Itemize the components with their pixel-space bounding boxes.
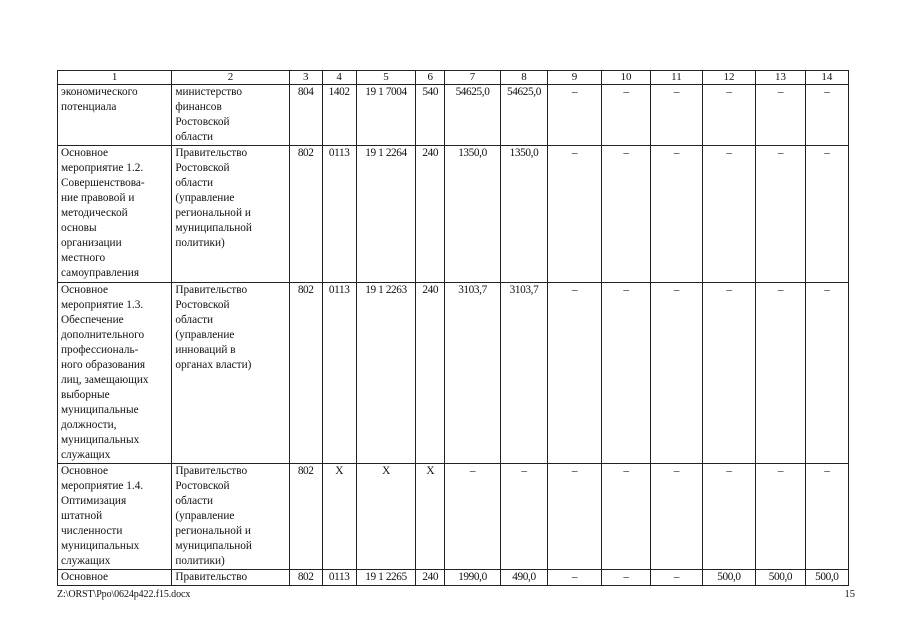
- column-number-14: 14: [805, 71, 848, 85]
- column-number-11: 11: [651, 71, 702, 85]
- value-cell-col-8: 3103,7: [500, 283, 547, 464]
- table-row: [58, 464, 849, 570]
- value-cell-col-12: –: [702, 85, 756, 146]
- value-cell-col-12: –: [702, 464, 756, 570]
- value-cell-col-6: 540: [416, 85, 445, 146]
- value-cell-col-11: –: [651, 146, 702, 283]
- value-cell-col-5: 19 1 2263: [356, 283, 416, 464]
- value-cell-col-11: –: [651, 283, 702, 464]
- column-number-10: 10: [601, 71, 650, 85]
- value-cell-col-12: –: [702, 146, 756, 283]
- value-cell-col-6: 240: [416, 146, 445, 283]
- footer-file-path: Z:\ORST\Ppo\0624p422.f15.docx: [57, 589, 191, 600]
- executor-cell: Правительство Ростовской области (управление инноваций в органах власти): [172, 283, 289, 464]
- value-cell-col-7: 3103,7: [445, 283, 501, 464]
- value-cell-col-11: –: [651, 570, 702, 586]
- value-cell-col-10: –: [601, 283, 650, 464]
- value-cell-col-10: –: [601, 570, 650, 586]
- value-cell-col-7: 1350,0: [445, 146, 501, 283]
- column-number-13: 13: [756, 71, 805, 85]
- value-cell-col-6: 240: [416, 570, 445, 586]
- activity-name-cell: Основное мероприятие 1.3. Обеспечение дополнительного профессиональ- ного образования лиц, замещающих выборные муниципальные должности, муниципальных служащих: [58, 283, 172, 464]
- value-cell-col-6: 240: [416, 283, 445, 464]
- value-cell-col-7: 54625,0: [445, 85, 501, 146]
- value-cell-col-7: 1990,0: [445, 570, 501, 586]
- footer-page-number: 15: [844, 589, 855, 600]
- value-cell-col-4: 0113: [322, 283, 356, 464]
- column-number-8: 8: [500, 71, 547, 85]
- value-cell-col-5: 19 1 2264: [356, 146, 416, 283]
- value-cell-col-6: Х: [416, 464, 445, 570]
- table-header-row: [58, 71, 849, 85]
- value-cell-col-3: 802: [289, 464, 322, 570]
- value-cell-col-10: –: [601, 146, 650, 283]
- value-cell-col-4: 1402: [322, 85, 356, 146]
- column-number-6: 6: [416, 71, 445, 85]
- activity-name-cell: Основное: [58, 570, 172, 586]
- executor-cell: министерство финансов Ростовской области: [172, 85, 289, 146]
- activity-name-cell: Основное мероприятие 1.4. Оптимизация штатной численности муниципальных служащих: [58, 464, 172, 570]
- column-number-2: 2: [172, 71, 289, 85]
- column-number-7: 7: [445, 71, 501, 85]
- value-cell-col-3: 804: [289, 85, 322, 146]
- column-number-3: 3: [289, 71, 322, 85]
- value-cell-col-8: 1350,0: [500, 146, 547, 283]
- value-cell-col-9: –: [548, 570, 602, 586]
- column-number-1: 1: [58, 71, 172, 85]
- activity-name-cell: Основное мероприятие 1.2. Совершенствова- ние правовой и методической основы организации местного самоуправления: [58, 146, 172, 283]
- executor-cell: Правительство Ростовской области (управление региональной и муниципальной политики): [172, 464, 289, 570]
- column-number-4: 4: [322, 71, 356, 85]
- value-cell-col-13: –: [756, 283, 805, 464]
- value-cell-col-5: 19 1 7004: [356, 85, 416, 146]
- value-cell-col-12: 500,0: [702, 570, 756, 586]
- value-cell-col-8: –: [500, 464, 547, 570]
- executor-cell: Правительство: [172, 570, 289, 586]
- value-cell-col-13: –: [756, 146, 805, 283]
- value-cell-col-10: –: [601, 464, 650, 570]
- value-cell-col-7: –: [445, 464, 501, 570]
- column-number-9: 9: [548, 71, 602, 85]
- value-cell-col-14: 500,0: [805, 570, 848, 586]
- column-number-12: 12: [702, 71, 756, 85]
- value-cell-col-9: –: [548, 146, 602, 283]
- value-cell-col-10: –: [601, 85, 650, 146]
- executor-cell: Правительство Ростовской области (управление региональной и муниципальной политики): [172, 146, 289, 283]
- value-cell-col-5: 19 1 2265: [356, 570, 416, 586]
- value-cell-col-14: –: [805, 146, 848, 283]
- value-cell-col-11: –: [651, 85, 702, 146]
- value-cell-col-5: Х: [356, 464, 416, 570]
- value-cell-col-4: 0113: [322, 146, 356, 283]
- value-cell-col-3: 802: [289, 570, 322, 586]
- value-cell-col-9: –: [548, 85, 602, 146]
- table-row: [58, 85, 849, 146]
- value-cell-col-14: –: [805, 283, 848, 464]
- value-cell-col-3: 802: [289, 283, 322, 464]
- value-cell-col-4: 0113: [322, 570, 356, 586]
- value-cell-col-8: 54625,0: [500, 85, 547, 146]
- value-cell-col-12: –: [702, 283, 756, 464]
- value-cell-col-13: –: [756, 85, 805, 146]
- table-row: [58, 283, 849, 464]
- budget-table: [57, 70, 849, 586]
- value-cell-col-4: Х: [322, 464, 356, 570]
- value-cell-col-14: –: [805, 85, 848, 146]
- value-cell-col-14: –: [805, 464, 848, 570]
- value-cell-col-13: –: [756, 464, 805, 570]
- value-cell-col-8: 490,0: [500, 570, 547, 586]
- table-row: [58, 570, 849, 586]
- value-cell-col-11: –: [651, 464, 702, 570]
- column-number-5: 5: [356, 71, 416, 85]
- activity-name-cell: экономического потенциала: [58, 85, 172, 146]
- value-cell-col-9: –: [548, 283, 602, 464]
- value-cell-col-9: –: [548, 464, 602, 570]
- value-cell-col-13: 500,0: [756, 570, 805, 586]
- value-cell-col-3: 802: [289, 146, 322, 283]
- table-row: [58, 146, 849, 283]
